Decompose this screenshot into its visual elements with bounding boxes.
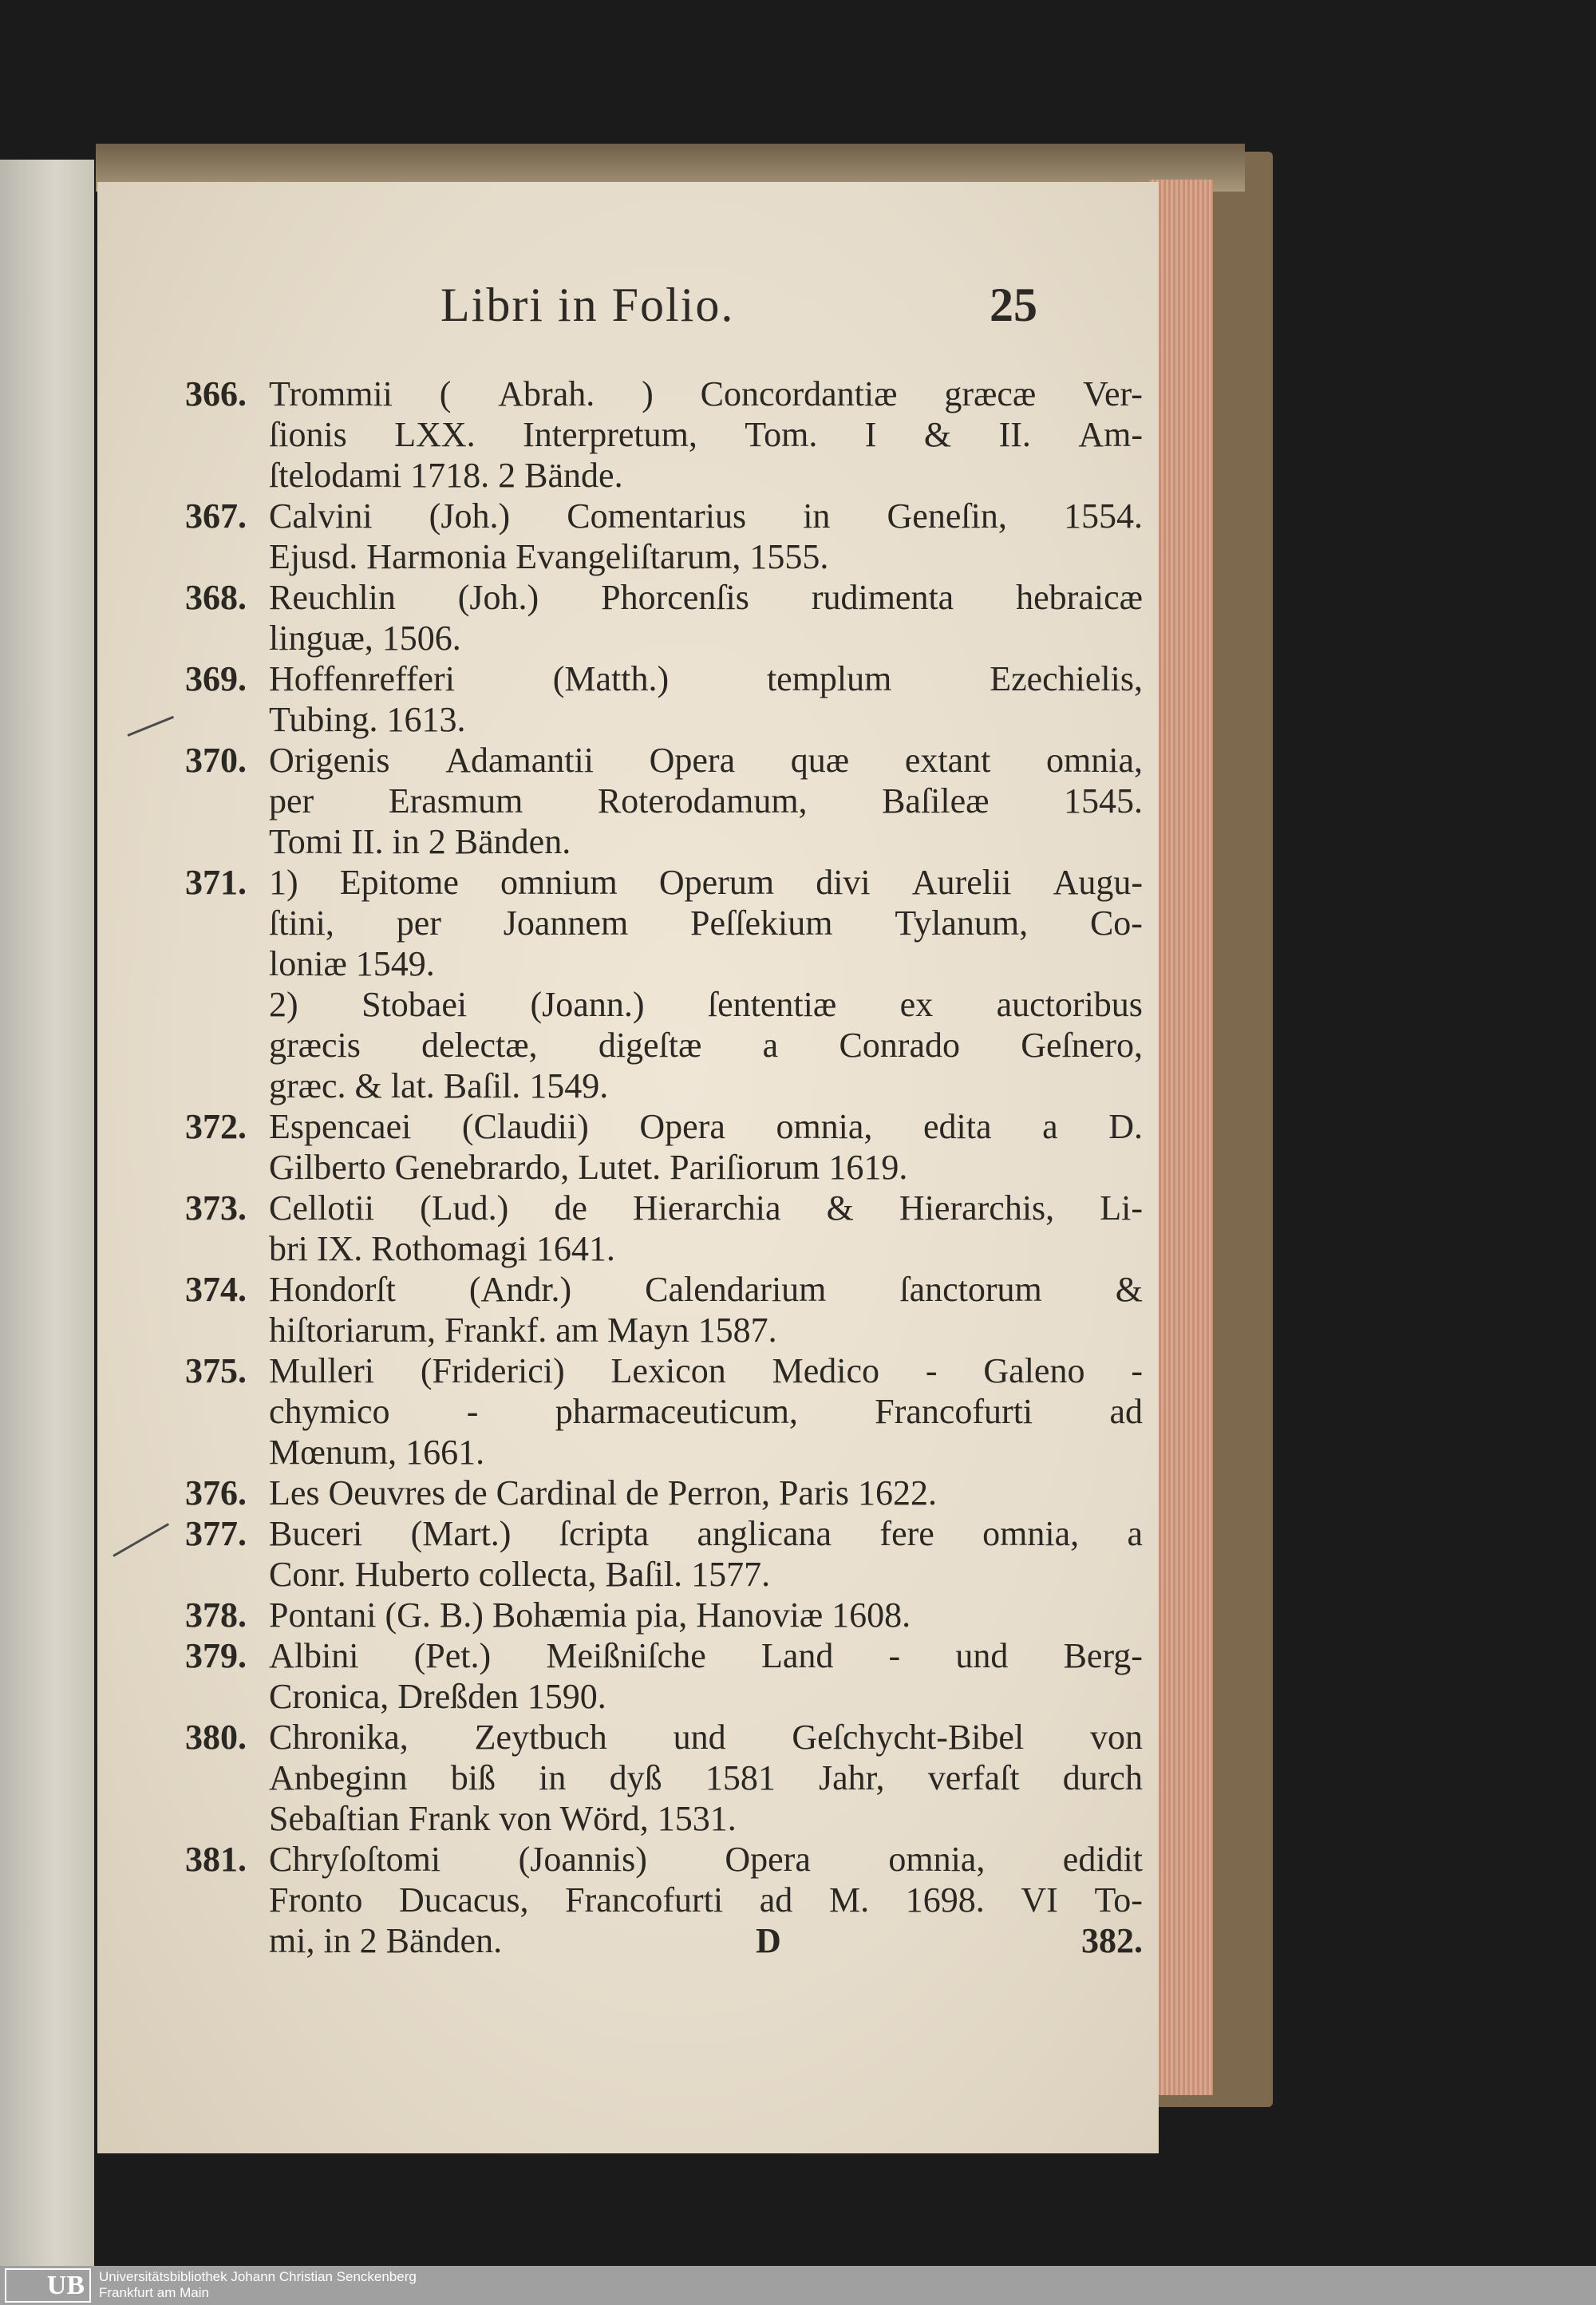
entry-line (269, 1228, 1143, 1269)
entry-number: 376. (185, 1473, 247, 1512)
entry-word: pharmaceuticum, (555, 1392, 798, 1431)
catalog-entry (185, 1635, 1143, 1717)
entry-line (269, 1676, 1143, 1717)
entry-line (269, 658, 1143, 699)
entry-number: 375. (185, 1351, 247, 1390)
entry-word: Interpretum, (523, 415, 697, 454)
entry-number: 381. (185, 1840, 247, 1879)
entry-word: Chronika, (269, 1718, 409, 1757)
entry-word: Albini (269, 1636, 359, 1675)
entry-word: Phorcenſis (601, 578, 749, 617)
entry-word: Am- (1078, 415, 1143, 454)
catalog-entry (185, 1717, 1143, 1839)
entry-word: Augu- (1053, 863, 1143, 902)
entry-word: divi (816, 863, 871, 902)
catchword: 382. (1081, 1921, 1143, 1960)
entry-word: Calendarium (645, 1270, 827, 1309)
entry-line-text: mi, in 2 Bänden. (269, 1921, 503, 1960)
entry-word: dyß (609, 1758, 662, 1797)
entry-word: Concordantiæ (700, 374, 898, 413)
entry-word: Stobaei (361, 985, 468, 1024)
entry-word: omnia, (1046, 741, 1143, 780)
entry-line (269, 536, 1143, 577)
entry-number: 377. (185, 1514, 247, 1553)
entry-word: quæ (790, 741, 850, 780)
entry-line (269, 1025, 1143, 1066)
entry-line (269, 1595, 1143, 1635)
entry-word: Geneſin, (887, 496, 1007, 536)
entry-word: Fronto (269, 1880, 363, 1920)
entry-word: - (888, 1636, 901, 1675)
entry-number: 372. (185, 1107, 247, 1146)
pencil-mark (113, 1523, 169, 1557)
entry-line (269, 984, 1143, 1025)
library-name: Universitätsbibliothek Johann Christian Senckenberg (99, 2269, 417, 2284)
entry-line (269, 1432, 1143, 1473)
entry-number: 374. (185, 1270, 247, 1309)
entry-word: Berg- (1063, 1636, 1143, 1675)
entry-word: Francofurti (875, 1392, 1033, 1431)
entry-line-text: Pontani (G. B.) Bohæmia pia, Hanoviæ 1608. (269, 1595, 911, 1635)
entry-word: (Joann.) (530, 985, 645, 1024)
entry-word: in (803, 496, 831, 536)
catalog-entry (185, 1839, 1143, 1961)
entry-word: Espencaei (269, 1107, 412, 1146)
entry-word: delectæ, (421, 1026, 538, 1065)
entry-word: Joannem (503, 903, 629, 943)
entry-word: (Andr.) (468, 1270, 572, 1309)
catalog-entry (185, 862, 1143, 1106)
catalog-entry (185, 740, 1143, 862)
entry-word: Tom. (745, 415, 818, 454)
entry-word: Buceri (269, 1514, 363, 1553)
entry-word: ſtini, (269, 903, 334, 943)
catalog-entry (185, 1188, 1143, 1269)
catalog-entries (185, 374, 1143, 1961)
entry-word: (Joh.) (429, 496, 511, 536)
entry-line (269, 1106, 1143, 1147)
entry-word: ſententiæ (707, 985, 837, 1024)
entry-word: D. (1108, 1107, 1143, 1146)
entry-line-text: Gilberto Genebrardo, Lutet. Pariſiorum 1619. (269, 1148, 908, 1187)
entry-line (269, 496, 1143, 536)
entry-word: 2) (269, 985, 298, 1024)
entry-word: ) (642, 374, 654, 413)
entry-line (269, 1473, 1143, 1513)
pencil-mark (127, 716, 174, 737)
entry-word: ſanctorum (899, 1270, 1042, 1309)
entry-word: Operum (658, 863, 775, 902)
entry-word: & (1115, 1270, 1143, 1309)
entry-line (269, 1839, 1143, 1880)
entry-word: Hierarchia (632, 1188, 781, 1228)
entry-line-text: ſtelodami 1718. 2 Bände. (269, 456, 623, 495)
entry-word: Ver- (1083, 374, 1143, 413)
entry-word: in (539, 1758, 567, 1797)
entry-word: (Joannis) (518, 1840, 647, 1879)
entry-line-text: linguæ, 1506. (269, 619, 461, 658)
entry-word: (Lud.) (420, 1188, 509, 1228)
entry-word: omnia, (888, 1840, 986, 1879)
entry-word: Chryſoſtomi (269, 1840, 441, 1879)
entry-line (269, 943, 1143, 984)
entry-line (269, 740, 1143, 781)
entry-word: Cellotii (269, 1188, 374, 1228)
entry-word: fere (879, 1514, 934, 1553)
entry-word: ad (1109, 1392, 1143, 1431)
entry-line (269, 1880, 1143, 1920)
entry-line (269, 1066, 1143, 1106)
catalog-entry (185, 1513, 1143, 1595)
entry-word: Epitome (339, 863, 459, 902)
catalog-entry (185, 1595, 1143, 1635)
entry-word: Erasmum (388, 781, 523, 820)
entry-word: ſcripta (559, 1514, 650, 1553)
entry-word: verfaſt (927, 1758, 1020, 1797)
entry-number: 370. (185, 741, 247, 780)
entry-line (269, 903, 1143, 943)
catalog-entry (185, 496, 1143, 577)
entry-word: Hierarchis, (899, 1188, 1055, 1228)
entry-word: M. (828, 1880, 870, 1920)
entry-word: Adamantii (445, 741, 594, 780)
entry-line-text: Sebaſtian Frank von Wörd, 1531. (269, 1799, 737, 1838)
ub-logo: UB (5, 2268, 91, 2303)
entry-word: Baſileæ (882, 781, 990, 820)
footer-text (99, 2269, 417, 2301)
entry-line (269, 1188, 1143, 1228)
entry-number: 379. (185, 1636, 247, 1675)
entry-word: auctoribus (996, 985, 1143, 1024)
catalog-entry (185, 1269, 1143, 1350)
entry-word: græcis (269, 1026, 361, 1065)
entry-line (269, 1920, 1143, 1961)
entry-word: edidit (1062, 1840, 1143, 1879)
entry-line (269, 1513, 1143, 1554)
entry-word: Geſchycht-Bibel (792, 1718, 1025, 1757)
entry-word: hebraicæ (1016, 578, 1143, 617)
entry-word: (Matth.) (552, 659, 670, 698)
entry-line-text: Ejusd. Harmonia Evangeliſtarum, 1555. (269, 537, 829, 576)
entry-word: Tylanum, (895, 903, 1029, 943)
footer-bar (0, 2266, 1596, 2305)
entry-line (269, 414, 1143, 455)
signature-mark: D (756, 1921, 781, 1960)
entry-word: I (864, 415, 877, 454)
entry-line-text: Tomi II. in 2 Bänden. (269, 822, 571, 861)
entry-line-text: hiſtoriarum, Frankf. am Mayn 1587. (269, 1311, 777, 1350)
entry-word: Hoffenrefferi (269, 659, 455, 698)
entry-word: & (826, 1188, 854, 1228)
catalog-entry (185, 1473, 1143, 1513)
entry-line (269, 862, 1143, 903)
entry-number: 378. (185, 1595, 247, 1635)
entry-word: (Friderici) (420, 1351, 565, 1390)
entry-word: omnia, (982, 1514, 1080, 1553)
entry-number: 367. (185, 496, 247, 536)
entry-word: digeſtæ (598, 1026, 702, 1065)
page-edges (1149, 180, 1213, 2095)
entry-word: Li- (1100, 1188, 1143, 1228)
catalog-entry (185, 1106, 1143, 1188)
entry-line (269, 455, 1143, 496)
entry-word: ad (759, 1880, 793, 1920)
entry-word: Zeytbuch (474, 1718, 607, 1757)
entry-word: Opera (639, 1107, 725, 1146)
entry-word: de (554, 1188, 587, 1228)
entry-word: Medico (772, 1351, 879, 1390)
entry-word: græcæ (944, 374, 1037, 413)
entry-word: Reuchlin (269, 578, 396, 617)
entry-word: Galeno (983, 1351, 1085, 1390)
entry-word: Trommii (269, 374, 393, 413)
entry-word: templum (766, 659, 892, 698)
entry-word: VI (1021, 1880, 1058, 1920)
facing-page-edge (0, 160, 94, 2267)
entry-word: Geſnero, (1021, 1026, 1143, 1065)
entry-line (269, 374, 1143, 414)
entry-word: omnia, (776, 1107, 873, 1146)
entry-word: 1581 (705, 1758, 776, 1797)
entry-word: anglicana (697, 1514, 832, 1553)
entry-line (269, 618, 1143, 658)
entry-word: Mulleri (269, 1351, 374, 1390)
entry-word: Francofurti (565, 1880, 724, 1920)
entry-line (269, 1554, 1143, 1595)
entry-word: 1) (269, 863, 298, 902)
entry-line (269, 1635, 1143, 1676)
entry-word: (Joh.) (457, 578, 539, 617)
entry-word: ex (899, 985, 934, 1024)
entry-line-text: Cronica, Dreßden 1590. (269, 1677, 606, 1716)
entry-word: (Claudii) (461, 1107, 589, 1146)
entry-line-text: Les Oeuvres de Cardinal de Perron, Paris 1622. (269, 1473, 938, 1512)
entry-word: a (1042, 1107, 1058, 1146)
entry-line (269, 781, 1143, 821)
entry-word: - (1131, 1351, 1143, 1390)
entry-word: Opera (725, 1840, 811, 1879)
entry-word: per (269, 781, 314, 820)
entry-word: (Mart.) (410, 1514, 512, 1553)
entry-line (269, 699, 1143, 740)
entry-word: Ducacus, (399, 1880, 529, 1920)
catalog-entry (185, 1350, 1143, 1473)
entry-word: Origenis (269, 741, 390, 780)
entry-word: ( (439, 374, 452, 413)
entry-number: 380. (185, 1718, 247, 1757)
entry-number: 373. (185, 1188, 247, 1228)
page-number: 25 (990, 279, 1037, 331)
entry-word: Hondorſt (269, 1270, 396, 1309)
entry-word: 1554. (1063, 496, 1143, 536)
entry-word: Comentarius (567, 496, 747, 536)
entry-line (269, 1350, 1143, 1391)
entry-word: omnium (500, 863, 618, 902)
entry-word: 1698. (905, 1880, 985, 1920)
entry-word: biß (450, 1758, 496, 1797)
catalog-entry (185, 577, 1143, 658)
entry-word: Jahr, (819, 1758, 885, 1797)
entry-number: 371. (185, 863, 247, 902)
entry-line (269, 1269, 1143, 1310)
entry-word: und (673, 1718, 726, 1757)
entry-word: Opera (649, 741, 736, 780)
entry-line-text: Conr. Huberto collecta, Baſil. 1577. (269, 1555, 771, 1594)
entry-word: Conrado (839, 1026, 960, 1065)
entry-line (269, 1757, 1143, 1798)
entry-line-text: loniæ 1549. (269, 944, 435, 983)
running-title: Libri in Folio. (440, 279, 735, 331)
entry-word: To- (1094, 1880, 1143, 1920)
entry-word: Meißniſche (546, 1636, 706, 1675)
entry-word: a (1127, 1514, 1143, 1553)
entry-word: ſionis (269, 415, 347, 454)
entry-word: - (466, 1392, 479, 1431)
entry-word: 1545. (1064, 781, 1143, 820)
entry-word: Lexicon (610, 1351, 726, 1390)
entry-word: & (923, 415, 952, 454)
entry-word: Calvini (269, 496, 373, 536)
catalog-entry (185, 658, 1143, 740)
catalog-entry (185, 374, 1143, 496)
entry-number: 369. (185, 659, 247, 698)
library-city: Frankfurt am Main (99, 2285, 209, 2300)
entry-word: durch (1062, 1758, 1143, 1797)
entry-word: (Pet.) (413, 1636, 492, 1675)
entry-line (269, 1717, 1143, 1757)
entry-word: extant (904, 741, 991, 780)
entry-word: chymico (269, 1392, 390, 1431)
entry-line (269, 577, 1143, 618)
entry-word: II. (998, 415, 1031, 454)
entry-line-text: Mœnum, 1661. (269, 1433, 485, 1472)
entry-word: und (955, 1636, 1009, 1675)
entry-number: 368. (185, 578, 247, 617)
entry-word: a (762, 1026, 779, 1065)
entry-number: 366. (185, 374, 247, 413)
entry-word: edita (923, 1107, 992, 1146)
entry-line (269, 821, 1143, 862)
entry-line (269, 1310, 1143, 1350)
entry-line (269, 1798, 1143, 1839)
entry-line (269, 1391, 1143, 1432)
entry-word: Co- (1089, 903, 1143, 943)
entry-line-text: bri IX. Rothomagi 1641. (269, 1229, 615, 1268)
entry-word: Abrah. (498, 374, 595, 413)
entry-line-text: Tubing. 1613. (269, 700, 466, 739)
entry-word: rudimenta (811, 578, 954, 617)
entry-line-text: græc. & lat. Baſil. 1549. (269, 1066, 609, 1105)
entry-line (269, 1147, 1143, 1188)
entry-word: Roterodamum, (597, 781, 808, 820)
page-header (97, 278, 1159, 342)
book-page (97, 182, 1159, 2153)
entry-word: Peſſekium (690, 903, 833, 943)
entry-word: Land (760, 1636, 834, 1675)
entry-word: Ezechielis, (990, 659, 1143, 698)
entry-word: - (925, 1351, 938, 1390)
entry-word: LXX. (394, 415, 476, 454)
entry-word: von (1089, 1718, 1143, 1757)
entry-word: Aurelii (911, 863, 1012, 902)
entry-word: Anbeginn (269, 1758, 408, 1797)
entry-word: per (396, 903, 441, 943)
